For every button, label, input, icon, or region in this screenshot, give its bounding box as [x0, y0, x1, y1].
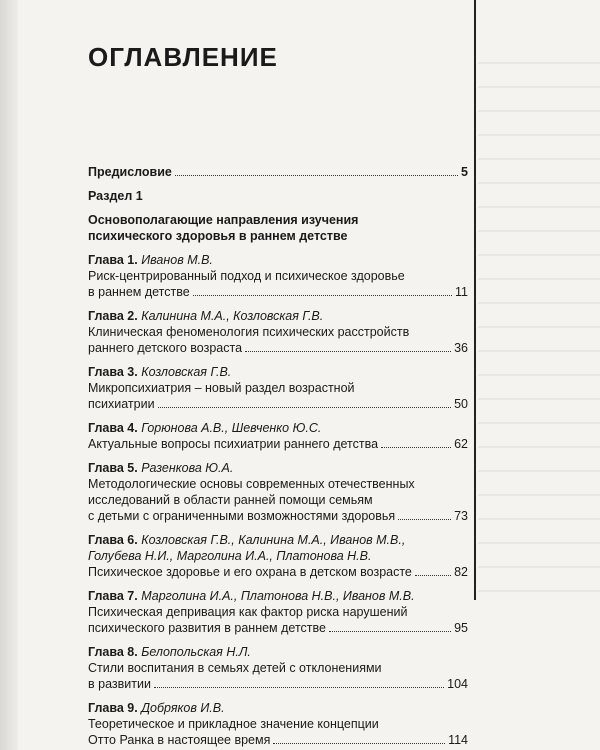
chapter-title-line [88, 396, 468, 412]
chapter-title-line: Теоретическое и прикладное значение концепции [88, 717, 379, 731]
chapter-authors: Калинина М.А., Козловская Г.В. [141, 309, 324, 323]
chapter-title-line: Риск-центрированный подход и психическое здоровье [88, 269, 405, 283]
chapter-authors: Добряков И.В. [141, 701, 225, 715]
page-title: ОГЛАВЛЕНИЕ [88, 42, 278, 72]
chapter-label: Глава 4. [88, 421, 138, 435]
toc-chapter-7[interactable] [88, 588, 468, 636]
chapter-authors: Козловская Г.В., Калинина М.А., Иванов М.В., [141, 533, 406, 547]
chapter-page-number: 73 [454, 509, 468, 523]
chapter-authors: Козловская Г.В. [141, 365, 232, 379]
chapter-title-text: психического развития в раннем детстве [88, 621, 326, 635]
chapter-title-text: Отто Ранка в настоящее время [88, 733, 271, 747]
chapter-page-number: 50 [454, 397, 468, 411]
toc-chapter-8[interactable] [88, 644, 468, 692]
chapter-authors: Голубева Н.И., Марголина И.А., Платонова Н.В. [88, 549, 372, 563]
chapter-label: Глава 1. [88, 253, 138, 267]
chapter-title-line: Микропсихиатрия – новый раздел возрастной [88, 381, 355, 395]
leader-dots [154, 687, 444, 688]
chapter-title-text: в развитии [88, 677, 151, 691]
toc-chapter-3[interactable] [88, 364, 468, 412]
chapter-label: Глава 5. [88, 461, 138, 475]
chapter-title-text: Психическое здоровье и его охрана в детском возрасте [88, 565, 412, 579]
section-subtitle-line: психического здоровья в раннем детстве [88, 229, 348, 243]
toc-preface-label: Предисловие [88, 165, 172, 179]
toc-section [88, 188, 468, 244]
leader-dots [415, 575, 451, 576]
bleed-through-text [478, 40, 600, 600]
leader-dots [158, 407, 452, 408]
chapter-header [88, 252, 468, 268]
chapter-authors: Горюнова А.В., Шевченко Ю.С. [141, 421, 322, 435]
toc-preface-page: 5 [461, 165, 468, 179]
chapter-page-number: 104 [447, 677, 468, 691]
chapter-title-line [88, 732, 468, 748]
toc-chapter-6[interactable] [88, 532, 468, 580]
chapter-title-line: Психическая депривация как фактор риска нарушений [88, 605, 408, 619]
chapter-header [88, 420, 468, 436]
chapter-page-number: 36 [454, 341, 468, 355]
section-label: Раздел 1 [88, 189, 143, 203]
chapter-label: Глава 2. [88, 309, 138, 323]
chapter-authors: Белопольская Н.Л. [141, 645, 251, 659]
chapter-label: Глава 6. [88, 533, 138, 547]
chapter-title-line: Клиническая феноменология психических расстройств [88, 325, 410, 339]
section-subtitle-line: Основополагающие направления изучения [88, 213, 359, 227]
chapter-label: Глава 7. [88, 589, 138, 603]
leader-dots [329, 631, 451, 632]
leader-dots [193, 295, 452, 296]
chapter-page-number: 11 [455, 285, 468, 299]
chapter-title-line [88, 508, 468, 524]
chapter-title-line [88, 436, 468, 452]
chapter-header [88, 644, 468, 660]
chapter-label: Глава 8. [88, 645, 138, 659]
leader-dots [273, 743, 445, 744]
page-edge-line [474, 0, 476, 600]
chapter-label: Глава 9. [88, 701, 138, 715]
chapter-authors: Марголина И.А., Платонова Н.В., Иванов М.В. [141, 589, 415, 603]
chapter-title-line [88, 284, 468, 300]
page-gutter [0, 0, 18, 750]
leader-dots [398, 519, 451, 520]
section-subtitle [88, 212, 468, 244]
chapter-title-line: Методологические основы современных отечественных [88, 477, 415, 491]
chapter-page-number: 82 [454, 565, 468, 579]
chapter-title-line [88, 676, 468, 692]
chapter-header [88, 700, 468, 716]
chapter-header [88, 308, 468, 324]
leader-dots [175, 175, 458, 176]
chapter-header [88, 460, 468, 476]
chapter-page-number: 62 [454, 437, 468, 451]
chapter-page-number: 95 [454, 621, 468, 635]
chapter-authors: Иванов М.В. [141, 253, 213, 267]
chapter-title-text: психиатрии [88, 397, 155, 411]
chapter-header [88, 588, 468, 604]
toc-chapter-2[interactable] [88, 308, 468, 356]
chapter-label: Глава 3. [88, 365, 138, 379]
toc-preface[interactable] [88, 164, 468, 180]
chapter-header [88, 364, 468, 380]
chapter-title-line [88, 340, 468, 356]
chapter-header [88, 532, 468, 548]
chapter-page-number: 114 [448, 733, 468, 747]
toc-chapter-5[interactable] [88, 460, 468, 524]
table-of-contents [88, 164, 468, 748]
chapter-title-line [88, 564, 468, 580]
chapter-title-line: Стили воспитания в семьях детей с отклонениями [88, 661, 382, 675]
toc-chapter-1[interactable] [88, 252, 468, 300]
chapter-title-text: Актуальные вопросы психиатрии раннего детства [88, 437, 379, 451]
chapter-title-line: исследований в области ранней помощи семьям [88, 493, 373, 507]
chapter-authors: Разенкова Ю.А. [141, 461, 234, 475]
chapter-header [88, 548, 468, 564]
leader-dots [245, 351, 451, 352]
leader-dots [381, 447, 451, 448]
toc-chapter-4[interactable] [88, 420, 468, 452]
chapter-list [88, 252, 468, 748]
chapter-title-text: в раннем детстве [88, 285, 190, 299]
chapter-title-text: раннего детского возраста [88, 341, 243, 355]
toc-chapter-9[interactable] [88, 700, 468, 748]
chapter-title-line [88, 620, 468, 636]
chapter-title-text: с детьми с ограниченными возможностями здоровья [88, 509, 396, 523]
